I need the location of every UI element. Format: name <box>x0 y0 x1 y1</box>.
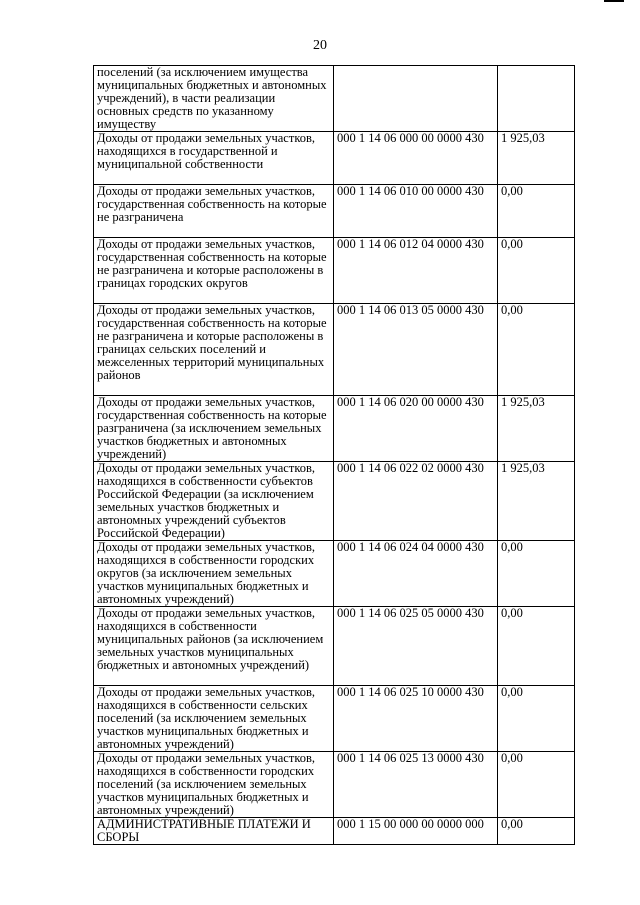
row-description: Доходы от продажи земельных участков, государственная собственность на которые не разграничена и которые расположены в границах сельских поселений и межселенных территорий муниципальных районов <box>94 304 334 396</box>
row-code: 000 1 15 00 000 00 0000 000 <box>334 818 498 845</box>
row-code: 000 1 14 06 022 02 0000 430 <box>334 462 498 541</box>
row-code: 000 1 14 06 024 04 0000 430 <box>334 541 498 607</box>
row-description: Доходы от продажи земельных участков, государственная собственность на которые не разграничена <box>94 185 334 238</box>
row-description: Доходы от продажи земельных участков, находящихся в собственности субъектов Российской Федерации (за исключением земельных участков бюджетных и автономных учреждений субъектов Российской Федерации) <box>94 462 334 541</box>
table-row <box>94 686 575 752</box>
table-row <box>94 304 575 396</box>
row-amount <box>498 66 575 132</box>
page-number: 20 <box>313 38 327 53</box>
row-code: 000 1 14 06 020 00 0000 430 <box>334 396 498 462</box>
row-code: 000 1 14 06 025 13 0000 430 <box>334 752 498 818</box>
row-description: АДМИНИСТРАТИВНЫЕ ПЛАТЕЖИ И СБОРЫ <box>94 818 334 845</box>
row-description: Доходы от продажи земельных участков, находящихся в собственности городских округов (за исключением земельных участков муниципальных бюджетных и автономных учреждений) <box>94 541 334 607</box>
table-row <box>94 396 575 462</box>
row-amount: 1 925,03 <box>498 462 575 541</box>
table-row <box>94 752 575 818</box>
row-description: Доходы от продажи земельных участков, государственная собственность на которые не разграничена и которые расположены в границах городских округов <box>94 238 334 304</box>
row-description: Доходы от продажи земельных участков, находящихся в собственности муниципальных районов (за исключением земельных участков муниципальных бюджетных и автономных учреждений) <box>94 607 334 686</box>
row-amount: 0,00 <box>498 185 575 238</box>
row-amount: 0,00 <box>498 541 575 607</box>
row-code: 000 1 14 06 025 10 0000 430 <box>334 686 498 752</box>
row-amount: 0,00 <box>498 818 575 845</box>
row-code: 000 1 14 06 000 00 0000 430 <box>334 132 498 185</box>
row-description: поселений (за исключением имущества муниципальных бюджетных и автономных учреждений), в части реализации основных средств по указанному имуществу <box>94 66 334 132</box>
row-amount: 1 925,03 <box>498 132 575 185</box>
row-code: 000 1 14 06 013 05 0000 430 <box>334 304 498 396</box>
table-row <box>94 185 575 238</box>
table-row <box>94 66 575 132</box>
row-amount: 0,00 <box>498 304 575 396</box>
table-row <box>94 541 575 607</box>
row-description: Доходы от продажи земельных участков, находящихся в государственной и муниципальной собственности <box>94 132 334 185</box>
row-amount: 0,00 <box>498 686 575 752</box>
table-row <box>94 132 575 185</box>
row-description: Доходы от продажи земельных участков, находящихся в собственности городских поселений (за исключением земельных участков муниципальных бюджетных и автономных учреждений) <box>94 752 334 818</box>
row-amount: 1 925,03 <box>498 396 575 462</box>
row-code: 000 1 14 06 012 04 0000 430 <box>334 238 498 304</box>
row-amount: 0,00 <box>498 607 575 686</box>
row-code <box>334 66 498 132</box>
row-description: Доходы от продажи земельных участков, государственная собственность на которые разграничена (за исключением земельных участков бюджетных и автономных учреждений) <box>94 396 334 462</box>
scan-corner-mark <box>604 0 624 2</box>
row-amount: 0,00 <box>498 238 575 304</box>
table-row <box>94 238 575 304</box>
row-code: 000 1 14 06 025 05 0000 430 <box>334 607 498 686</box>
table-row <box>94 818 575 845</box>
row-code: 000 1 14 06 010 00 0000 430 <box>334 185 498 238</box>
revenue-table <box>93 65 575 845</box>
table-row <box>94 462 575 541</box>
table-row <box>94 607 575 686</box>
row-amount: 0,00 <box>498 752 575 818</box>
row-description: Доходы от продажи земельных участков, находящихся в собственности сельских поселений (за исключением земельных участков муниципальных бюджетных и автономных учреждений) <box>94 686 334 752</box>
